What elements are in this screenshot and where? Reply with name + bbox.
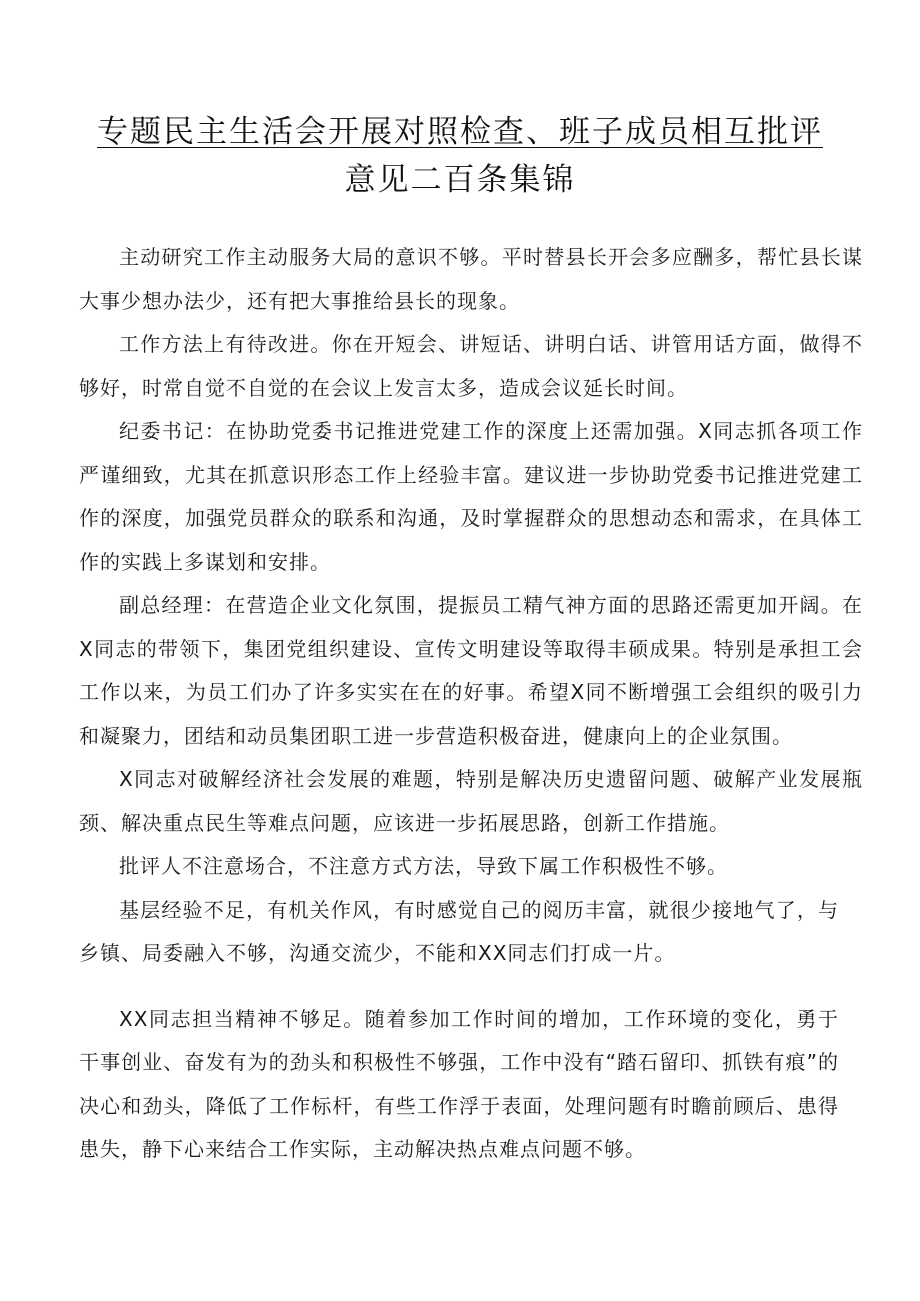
title-line-2: 意见二百条集锦 xyxy=(344,162,576,198)
document-body xyxy=(79,236,863,1172)
document-title xyxy=(0,108,920,204)
paragraph: 基层经验不足，有机关作风，有时感觉自己的阅历丰富，就很少接地气了，与乡镇、局委融入不够，沟通交流少，不能和XX同志们打成一片。 xyxy=(79,897,839,965)
paragraph: 纪委书记：在协助党委书记推进党建工作的深度上还需加强。X同志抓各项工作严谨细致，尤其在抓意识形态工作上经验丰富。建议进一步协助党委书记推进党建工作的深度，加强党员群众的联系和沟通，及时掌握群众的思想动态和需求，在具体工作的实践上多谋划和安排。 xyxy=(79,419,863,574)
paragraph: XX同志担当精神不够足。随着参加工作时间的增加，工作环境的变化，勇于干事创业、奋发有为的劲头和积极性不够强，工作中没有“踏石留印、抓铁有痕”的决心和劲头，降低了工作标杆，有些工作浮于表面，处理问题有时瞻前顾后、患得患失，静下心来结合工作实际，主动解决热点难点问题不够。 xyxy=(79,1006,839,1161)
paragraph: 主动研究工作主动服务大局的意识不够。平时替县长开会多应酬多，帮忙县长谋大事少想办法少，还有把大事推给县长的现象。 xyxy=(79,245,863,313)
paragraph: 批评人不注意场合，不注意方式方法，导致下属工作积极性不够。 xyxy=(119,854,728,878)
title-line-1: 专题民主生活会开展对照检查、班子成员相互批评 xyxy=(97,114,823,150)
paragraph: 副总经理：在营造企业文化氛围，提振员工精气神方面的思路还需更加开阔。在X同志的带领下，集团党组织建设、宣传文明建设等取得丰硕成果。特别是承担工会工作以来，为员工们办了许多实实在在的好事。希望X同不断增强工会组织的吸引力和凝聚力，团结和动员集团职工进一步营造积极奋进，健康向上的企业氛围。 xyxy=(79,593,863,748)
paragraph: X同志对破解经济社会发展的难题，特别是解决历史遗留问题、破解产业发展瓶颈、解决重点民生等难点问题，应该进一步拓展思路，创新工作措施。 xyxy=(79,767,863,835)
paragraph: 工作方法上有待改进。你在开短会、讲短话、讲明白话、讲管用话方面，做得不够好，时常自觉不自觉的在会议上发言太多，造成会议延长时间。 xyxy=(79,332,863,400)
